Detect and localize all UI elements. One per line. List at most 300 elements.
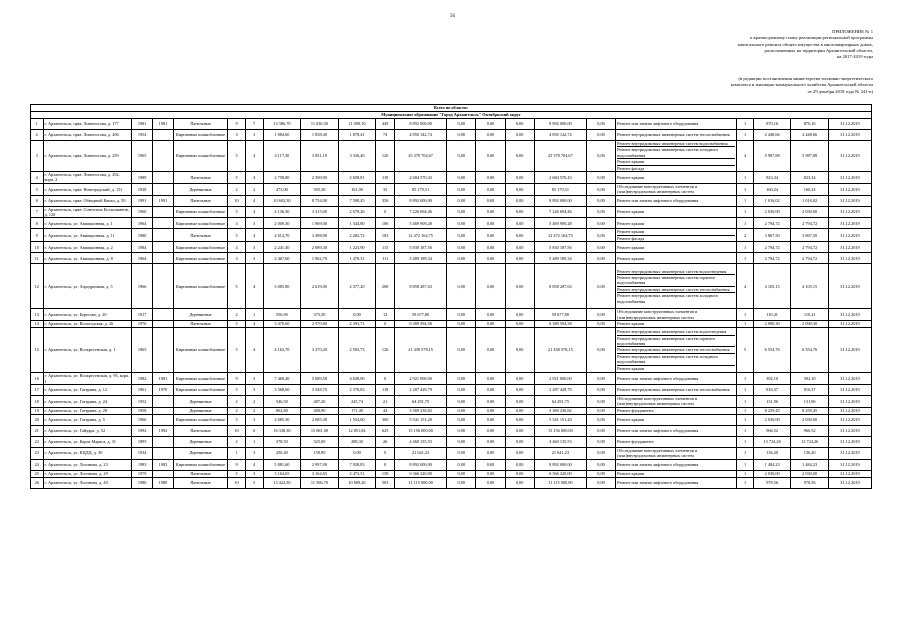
cell-federal-funds: 0,00 [447,242,476,253]
cell-address: г. Архангельск, ул. Вологодская, д. 26 [43,321,132,328]
cell-other-funds: 0,00 [586,447,615,459]
cell-total-cost: 15 156 000,00 [395,425,447,436]
cell-residents: 300 [376,414,395,425]
cell-owner-funds: 64 291,75 [534,395,586,407]
cell-floors: 5 [228,172,246,184]
cell-total-area: 250,40 [263,447,301,459]
work-item: Обследование конструктивных элементов и (или)внутридомовых инженерных систем [617,447,698,459]
cell-other-funds: 0,00 [586,195,615,206]
cell-federal-funds: 0,00 [447,264,476,309]
cell-regional-funds: 0,00 [476,229,505,242]
total-title: Всего по области: [31,105,872,112]
cell-unit-cost: 6 554,76 [753,328,791,373]
cell-owner-funds: 3 369 236,82 [534,407,586,414]
header-line: капитального ремонта общего имущества в многоквартирных домах, [737,41,873,47]
cell-owned-area: 1 478,31 [338,253,376,264]
work-item: Ремонт крыши [617,229,735,235]
cell-unit-cost: 392,10 [753,373,791,385]
work-item: Ремонт крыши [617,159,735,165]
cell-total-cost: 21 641,23 [395,447,447,459]
work-item: Ремонт или замена лифтового оборудования [617,375,699,381]
cell-residents: 44 [376,407,395,414]
cell-living-area: 487,20 [301,395,339,407]
cell-row-number: 21 [31,425,44,436]
cell-row-number: 3 [31,141,44,172]
cell-unit-cost: 1 016,02 [753,195,791,206]
cell-unit-cost: 5 987,88 [753,141,791,172]
cell-works-count: 1 [737,309,754,321]
work-item: Ремонт внутридомовых инженерных систем водоотведения [617,329,735,335]
cell-works [616,172,737,184]
cell-year-commissioned: 1992 [153,425,174,436]
cell-wall-material: Деревянные [173,407,227,414]
cell-owner-funds: 21 641,23 [534,447,586,459]
cell-municipal-funds: 0,00 [505,195,534,206]
work-item: Ремонт крыши [617,174,645,180]
cell-other-funds: 0,00 [586,459,615,470]
cell-owned-area: 2 658,81 [338,172,376,184]
cell-year-commissioned [153,328,174,373]
table-row [31,183,872,195]
work-item: Обследование конструктивных элементов и (или)внутридомовых инженерных систем [617,309,698,320]
cell-works-count: 1 [737,172,754,184]
cell-works [616,253,737,264]
cell-total-area: 7 460,40 [263,373,301,385]
cell-floors: 3 [228,253,246,264]
cell-entrances: 4 [245,229,263,242]
cell-unit-cost: 2 794,72 [753,218,791,229]
cell-wall-material: Панельные [173,477,227,488]
cell-row-number: 5 [31,183,44,195]
approval-header [738,29,873,60]
cell-wall-material: Панельные [173,470,227,477]
cell-residents: 625 [376,425,395,436]
cell-works [616,229,737,242]
cell-total-area: 4 117,30 [263,141,301,172]
work-item: Ремонт крыши [617,365,645,371]
cell-living-area: 3 348,70 [301,384,339,395]
work-item: Ремонт внутридомовых инженерных систем холодного водоснабжения [617,147,735,159]
cell-other-funds: 0,00 [586,477,615,488]
cell-year-built: 1954 [132,130,153,141]
cell-municipal-funds: 0,00 [505,172,534,184]
cell-year-built: 1980 [132,477,153,488]
cell-owner-funds: 4 460 135,53 [534,436,586,447]
cell-address: г. Архангельск, ул. Логинова, д. 29 [43,470,132,477]
cell-owned-area: 0,00 [338,309,376,321]
cell-municipal-funds: 0,00 [505,328,534,373]
cell-municipal-funds: 0,00 [505,470,534,477]
table-row [31,218,872,229]
cell-other-funds: 0,00 [586,206,615,218]
cell-address: г. Архангельск, пркт. Ломоносова, д. 177 [43,119,132,130]
cell-residents: 111 [376,253,395,264]
cell-row-number: 13 [31,309,44,321]
cell-row-number: 10 [31,242,44,253]
cell-works-count: 1 [737,130,754,141]
cell-year-commissioned [153,206,174,218]
cell-other-funds: 0,00 [586,183,615,195]
work-item: Ремонт внутридомовых инженерных систем теплоснабжения [617,132,730,138]
cell-completion-date: 31.12.2019 [828,195,871,206]
cell-owner-funds: 15 156 000,00 [534,425,586,436]
cell-works [616,384,737,395]
cell-works-count: 1 [737,206,754,218]
cell-owned-area: 1 344,80 [338,218,376,229]
cell-regional-funds: 0,00 [476,321,505,328]
cell-row-number: 23 [31,447,44,459]
cell-floors: 2 [228,395,246,407]
cell-works [616,395,737,407]
cell-unit-cost: 136,20 [753,447,791,459]
cell-works-count: 1 [737,119,754,130]
revision-note [731,76,873,95]
cell-entrances: 1 [245,309,263,321]
cell-row-number: 4 [31,172,44,184]
cell-owned-area: 7 508,45 [338,195,376,206]
cell-year-built: 1989 [132,172,153,184]
cell-unit-cost: 966,52 [753,425,791,436]
cell-total-area: 4 136,30 [263,206,301,218]
cell-floors: 5 [228,264,246,309]
cell-year-built: 1960 [132,206,153,218]
cell-entrances: 6 [245,425,263,436]
cell-max-unit-cost: 978,56 [791,477,829,488]
cell-completion-date: 31.12.2019 [828,321,871,328]
cell-residents: 21 [376,395,395,407]
cell-year-commissioned [153,130,174,141]
cell-living-area: 3 315,00 [301,206,339,218]
cell-unit-cost: 978,56 [753,477,791,488]
cell-wall-material: Кирпичные шлакоблочные [173,373,227,385]
cell-max-unit-cost: 823,34 [791,172,829,184]
cell-row-number: 20 [31,414,44,425]
cell-owner-funds: 7 226 694,46 [534,206,586,218]
cell-year-commissioned [153,264,174,309]
cell-federal-funds: 0,00 [447,328,476,373]
cell-entrances: 1 [245,436,263,447]
cell-total-area: 2 241,40 [263,242,301,253]
cell-year-built: 1980 [132,229,153,242]
cell-owned-area: 12 851,84 [338,425,376,436]
cell-regional-funds: 0,00 [476,218,505,229]
table-row [31,477,872,488]
cell-completion-date: 31.12.2019 [828,264,871,309]
cell-year-commissioned [153,218,174,229]
cell-entrances: 2 [245,395,263,407]
cell-municipal-funds: 0,00 [505,253,534,264]
cell-entrances: 3 [245,447,263,459]
cell-address: г. Архангельск, ул. Гагарина, д. 28 [43,407,132,414]
cell-federal-funds: 0,00 [447,414,476,425]
cell-unit-cost: 816,37 [753,384,791,395]
cell-year-built: 1983 [132,459,153,470]
cell-residents: 449 [376,119,395,130]
cell-year-commissioned: 1981 [153,373,174,385]
cell-floors: 5 [228,384,246,395]
cell-address: г. Архангельск, ул. Авиационная, д. 1 [43,218,132,229]
cell-regional-funds: 0,00 [476,141,505,172]
cell-municipal-funds: 0,00 [505,229,534,242]
cell-wall-material: Деревянные [173,395,227,407]
cell-residents: 158 [376,470,395,477]
cell-regional-funds: 0,00 [476,328,505,373]
cell-wall-material: Деревянные [173,447,227,459]
cell-total-area: 3 085,80 [263,264,301,309]
cell-total-cost: 2 921 000,00 [395,373,447,385]
cell-entrances: 3 [245,218,263,229]
cell-other-funds: 0,00 [586,470,615,477]
cell-works-count: 1 [737,414,754,425]
cell-row-number: 14 [31,321,44,328]
cell-total-area: 3 470,60 [263,321,301,328]
cell-total-area: 2 009,30 [263,218,301,229]
cell-other-funds: 0,00 [586,321,615,328]
cell-total-cost: 2 684 570,43 [395,172,447,184]
cell-works-count: 1 [737,195,754,206]
cell-year-built: 1895 [132,436,153,447]
cell-total-cost: 8 892 000,00 [395,459,447,470]
cell-floors: 5 [228,470,246,477]
cell-residents: 118 [376,172,395,184]
cell-year-commissioned [153,447,174,459]
cell-owned-area: 288,30 [338,436,376,447]
work-item: Обследование конструктивных элементов и (или)внутридомовых инженерных систем [617,395,698,407]
cell-completion-date: 31.12.2019 [828,436,871,447]
cell-wall-material: Кирпичные шлакоблочные [173,264,227,309]
cell-municipal-funds: 0,00 [505,447,534,459]
cell-municipal-funds: 0,00 [505,436,534,447]
cell-floors: 5 [228,414,246,425]
cell-unit-cost: 870,16 [753,119,791,130]
cell-total-area: 1 884,60 [263,130,301,141]
cell-federal-funds: 0,00 [447,373,476,385]
cell-year-built: 1934 [132,447,153,459]
cell-living-area: 15 681,00 [301,425,339,436]
cell-works-count: 4 [737,264,754,309]
cell-year-commissioned: 1981 [153,119,174,130]
cell-federal-funds: 0,00 [447,206,476,218]
cell-max-unit-cost: 3 867,50 [791,229,829,242]
cell-wall-material: Кирпичные шлакоблочные [173,459,227,470]
cell-other-funds: 0,00 [586,253,615,264]
cell-other-funds: 0,00 [586,172,615,184]
cell-unit-cost: 8 259,45 [753,407,791,414]
cell-year-built: 1964 [132,253,153,264]
cell-living-area: 325,00 [301,436,339,447]
cell-wall-material: Панельные [173,195,227,206]
cell-max-unit-cost: 2 448,66 [791,130,829,141]
table-row [31,119,872,130]
cell-year-built: 1982 [132,373,153,385]
cell-entrances: 3 [245,373,263,385]
cell-total-cost: 2 287 428,79 [395,384,447,395]
cell-residents: 12 [376,309,395,321]
cell-year-commissioned [153,172,174,184]
cell-floors: 10 [228,195,246,206]
cell-owned-area: 0,00 [338,447,376,459]
cell-completion-date: 31.12.2019 [828,395,871,407]
cell-owner-funds: 11 115 000,00 [534,477,586,488]
work-item: Ремонт фундамента [617,439,654,445]
cell-regional-funds: 0,00 [476,195,505,206]
cell-living-area: 1 962,70 [301,253,339,264]
cell-federal-funds: 0,00 [447,447,476,459]
cell-completion-date: 31.12.2019 [828,470,871,477]
cell-owned-area: 1 878,41 [338,130,376,141]
cell-entrances: 4 [245,321,263,328]
cell-max-unit-cost: 2 794,72 [791,242,829,253]
cell-residents: 126 [376,328,395,373]
cell-row-number: 19 [31,407,44,414]
cell-federal-funds: 0,00 [447,470,476,477]
cell-owner-funds: 8 892 000,00 [534,119,586,130]
table-row [31,425,872,436]
cell-unit-cost: 2 794,72 [753,242,791,253]
cell-completion-date: 31.12.2019 [828,328,871,373]
cell-owner-funds: 59 677,80 [534,309,586,321]
cell-works-count: 2 [737,229,754,242]
cell-municipal-funds: 0,00 [505,477,534,488]
work-item: Ремонт крыши [617,220,645,226]
cell-address: г. Архангельск, ул. Логинова, д. 40 [43,477,132,488]
cell-works [616,407,737,414]
cell-residents: 35 [376,183,395,195]
cell-works [616,119,737,130]
cell-total-cost: 8 858 287,63 [395,264,447,309]
cell-entrances: 3 [245,242,263,253]
cell-owner-funds: 12 472 164,75 [534,229,586,242]
cell-residents: 183 [376,229,395,242]
cell-other-funds: 0,00 [586,242,615,253]
cell-works-count: 1 [737,373,754,385]
cell-total-area: 2 685,30 [263,414,301,425]
cell-works-count: 1 [737,447,754,459]
cell-regional-funds: 0,00 [476,395,505,407]
work-item: Ремонт крыши [617,255,645,261]
cell-max-unit-cost: 5 987,88 [791,141,829,172]
cell-completion-date: 31.12.2019 [828,373,871,385]
cell-regional-funds: 0,00 [476,253,505,264]
table-municipality-row [31,112,872,119]
cell-regional-funds: 0,00 [476,373,505,385]
work-item: Ремонт или замена лифтового оборудования [617,121,699,127]
cell-unit-cost: 4 105,15 [753,264,791,309]
cell-year-commissioned [153,470,174,477]
cell-unit-cost: 1 484,23 [753,459,791,470]
cell-works [616,425,737,436]
cell-year-built: 1979 [132,470,153,477]
cell-floors: 2 [228,309,246,321]
table-row [31,447,872,459]
cell-address: г. Архангельск, ул. Берегова, д. 20 [43,309,132,321]
cell-other-funds: 0,00 [586,414,615,425]
cell-entrances: 3 [245,384,263,395]
cell-works-count: 1 [737,218,754,229]
cell-max-unit-cost: 2 794,72 [791,253,829,264]
work-item: Ремонт или замена лифтового оборудования [617,461,699,467]
cell-living-area: 11 566,70 [301,477,339,488]
cell-owner-funds: 2 287 428,79 [534,384,586,395]
cell-owned-area: 2 393,71 [338,321,376,328]
cell-row-number: 6 [31,195,44,206]
cell-entrances: 4 [245,141,263,172]
cell-address: г. Архангельск, ул. Авиационная, д. 8 [43,253,132,264]
cell-wall-material: Кирпичные шлакоблочные [173,130,227,141]
cell-works [616,477,737,488]
cell-wall-material: Панельные [173,321,227,328]
cell-works-count: 1 [737,395,754,407]
cell-regional-funds: 0,00 [476,384,505,395]
table-row [31,384,872,395]
municipality-title: Муниципальное образование "Город Архангельск" Октябрьский округ [31,112,872,119]
cell-wall-material: Деревянные [173,183,227,195]
cell-max-unit-cost: 1 016,02 [791,195,829,206]
cell-works-count: 1 [737,183,754,195]
work-item: Ремонт крыши [617,321,645,327]
cell-residents: 0 [376,206,395,218]
cell-entrances: 3 [245,470,263,477]
cell-total-cost: 12 472 164,75 [395,229,447,242]
cell-other-funds: 0,00 [586,407,615,414]
table-row [31,206,872,218]
cell-municipal-funds: 0,00 [505,119,534,130]
cell-total-area: 546,50 [263,395,301,407]
cell-living-area: 8 754,00 [301,195,339,206]
cell-floors: 5 [228,141,246,172]
cell-row-number: 7 [31,206,44,218]
cell-regional-funds: 0,00 [476,119,505,130]
cell-federal-funds: 0,00 [447,130,476,141]
cell-completion-date: 31.12.2019 [828,206,871,218]
cell-max-unit-cost: 131,96 [791,395,829,407]
cell-year-commissioned [153,229,174,242]
cell-entrances: 4 [245,459,263,470]
cell-year-commissioned: 1983 [153,459,174,470]
cell-living-area: 5 689,50 [301,373,339,385]
cell-year-built: 1961 [132,384,153,395]
cell-year-commissioned: 1980 [153,477,174,488]
cell-floors: 2 [228,183,246,195]
cell-regional-funds: 0,00 [476,264,505,309]
cell-total-area: 4 614,70 [263,229,301,242]
cell-row-number: 11 [31,253,44,264]
cell-year-commissioned [153,242,174,253]
cell-regional-funds: 0,00 [476,172,505,184]
cell-other-funds: 0,00 [586,425,615,436]
cell-address: г. Архангельск, ул. Гайдара, д. 52 [43,425,132,436]
cell-residents: 106 [376,218,395,229]
cell-total-area: 3 164,65 [263,470,301,477]
cell-unit-cost: 2 448,66 [753,130,791,141]
cell-floors: 3 [228,218,246,229]
cell-max-unit-cost: 2 030,00 [791,470,829,477]
cell-total-area: 13 386,70 [263,119,301,130]
cell-completion-date: 31.12.2019 [828,414,871,425]
cell-other-funds: 0,00 [586,119,615,130]
cell-completion-date: 31.12.2019 [828,218,871,229]
cell-year-commissioned [153,436,174,447]
cell-completion-date: 31.12.2019 [828,447,871,459]
cell-entrances: 2 [245,183,263,195]
cell-owned-area: 10 609,26 [338,477,376,488]
cell-federal-funds: 0,00 [447,141,476,172]
cell-municipal-funds: 0,00 [505,414,534,425]
cell-floors: 1 [228,447,246,459]
work-item: Ремонт или замена лифтового оборудования [617,428,699,434]
cell-works [616,436,737,447]
cell-total-area: 2 758,80 [263,172,301,184]
